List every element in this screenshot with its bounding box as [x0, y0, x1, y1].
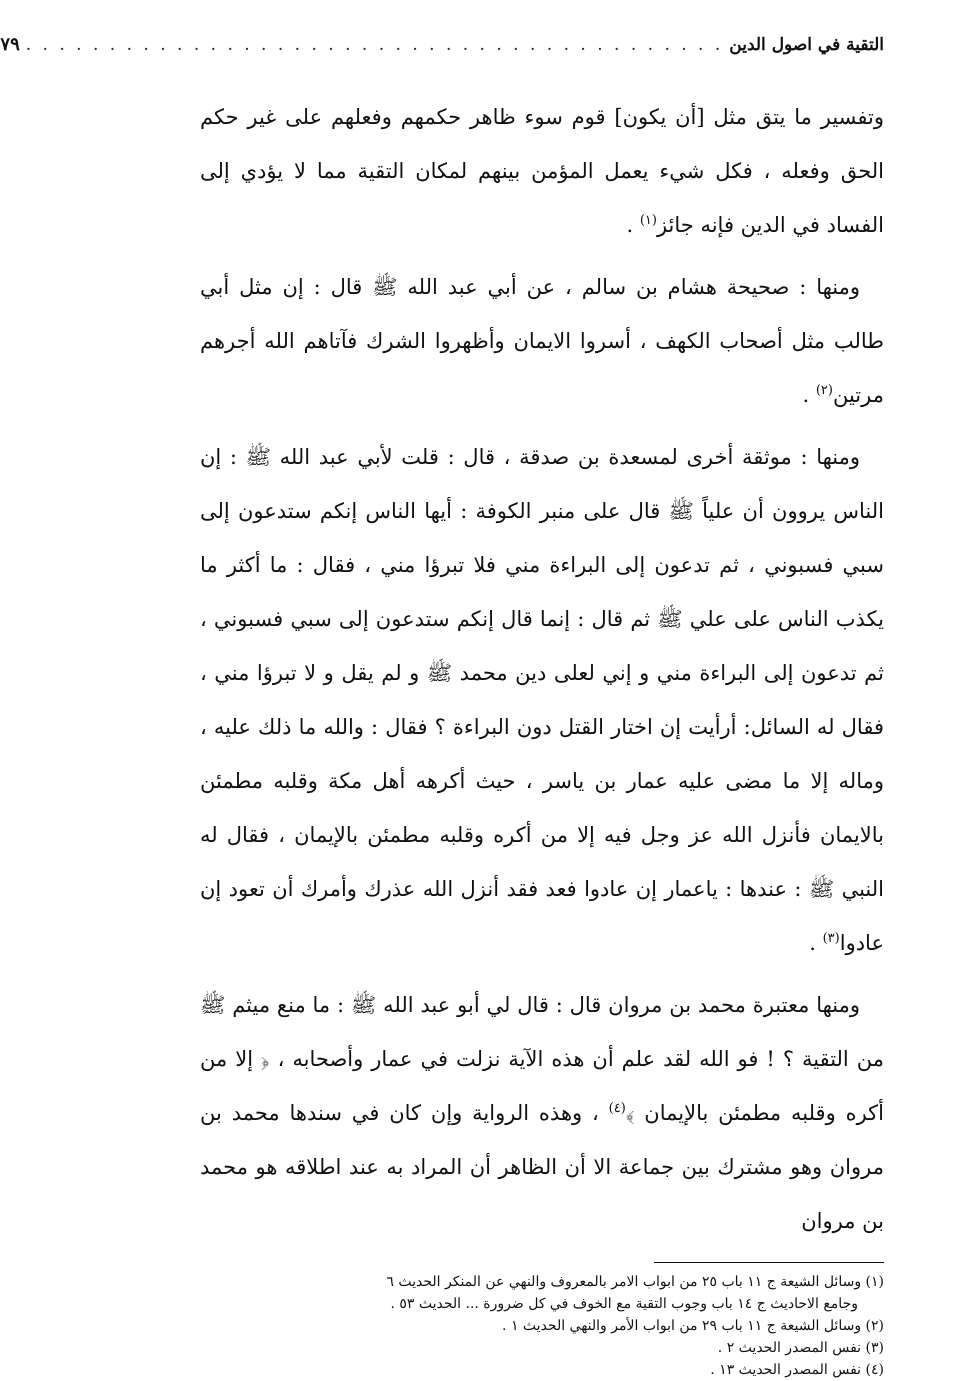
paragraph-tail: .	[802, 383, 816, 407]
footnotes	[200, 1271, 884, 1381]
footnote: (٣) نفس المصدر الحديث ٢ .	[717, 1340, 884, 1356]
paragraph-text: ومنها : صحيحة هشام بن سالم ، عن أبي عبد الله ﷺ قال : إن مثل أبي طالب مثل أصحاب الكهف ، أسروا الايمان وأظهروا الشرك فآتاهم الله أجرهم مرتين	[200, 275, 884, 407]
paragraph-tail: .	[626, 213, 640, 237]
book-page	[0, 34, 884, 1378]
paragraph-tail: ، وهذه الرواية وإن كان في سندها محمد بن مروان وهو مشترك بين جماعة الا أن الظاهر أن المراد به عند اطلاقه هو محمد بن مروان	[200, 1101, 884, 1233]
footnote: (١) وسائل الشيعة ج ١١ باب ٢٥ من ابواب الامر بالمعروف والنهي عن المنكر الحديث ٦	[386, 1274, 884, 1290]
paragraph-tail: .	[809, 931, 823, 955]
leader-dots: . . . . . . . . . . . . . . . . . . . . . . . . . . . . . . . . . . . . . . . . . .	[25, 35, 724, 55]
paragraph-text: ومنها معتبرة محمد بن مروان قال : قال لي أبو عبد الله ﷺ : ما منع ميثم ﷺ من التقية ؟ ! فو الله لقد علم أن هذه الآية نزلت في عمار وأصحابه ، ﴿ إلا من أكره وقلبه مطمئن بالإيمان ﴾	[200, 993, 884, 1125]
paragraph	[200, 430, 884, 970]
paragraph	[200, 978, 884, 1248]
page-number: ٧٩	[0, 34, 20, 55]
footnote: (٢) وسائل الشيعة ج ١١ باب ٢٩ من ابواب الأمر والنهي الحديث ١ .	[502, 1318, 884, 1334]
footnote: (٤) نفس المصدر الحديث ١٣ .	[710, 1362, 884, 1378]
footnote-reference: (٢)	[815, 383, 833, 398]
paragraph	[200, 90, 884, 252]
paragraph-text: ومنها : موثقة أخرى لمسعدة بن صدقة ، قال : قلت لأبي عبد الله ﷺ : إن الناس يروون أن علياً ﷺ قال على منبر الكوفة : أيها الناس إنكم ستدعون إلى سبي فسبوني ، ثم تدعون إلى البراءة مني فلا تبرؤا مني ، فقال : ما أكثر ما يكذب الناس على علي ﷺ ثم قال : إنما قال إنكم ستدعون إلى سبي فسبوني ، ثم تدعون إلى البراءة مني و إني لعلى دين محمد ﷺ و لم يقل و لا تبرؤا مني ، فقال له السائل: أرأيت إن اختار القتل دون البراءة ؟ فقال : والله ما ذلك عليه ، وماله إلا ما مضى عليه عمار بن ياسر ، حيث أكرهه أهل مكة وقلبه مطمئن بالايمان فأنزل الله عز وجل فيه إلا من أكره وقلبه مطمئن بالإيمان ، فقال له النبي ﷺ : عندها : ياعمار إن عادوا فعد فقد أنزل الله عذرك وأمرك أن تعود إن عادوا	[200, 445, 884, 955]
running-header	[0, 34, 884, 74]
footnote-reference: (٣)	[822, 931, 840, 946]
footnote-continuation: وجامع الاحاديث ج ١٤ باب وجوب التقية مع الخوف في كل ضرورة ... الحديث ٥٣ .	[390, 1296, 858, 1312]
paragraph-text: وتفسير ما يتق مثل [أن يكون] قوم سوء ظاهر حكمهم وفعلهم على غير حكم الحق وفعله ، فكل شيء يعمل المؤمن بينهم لمكان التقية مما لا يؤدي إلى الفساد في الدين فإنه جائز	[200, 105, 884, 237]
footnote-reference: (١)	[639, 213, 657, 228]
chapter-title: التقية في اصول الدين	[729, 35, 884, 55]
footnote-reference: (٤)	[608, 1101, 626, 1116]
footnote-divider	[654, 1262, 884, 1263]
paragraph	[200, 260, 884, 422]
main-text	[200, 90, 884, 1248]
